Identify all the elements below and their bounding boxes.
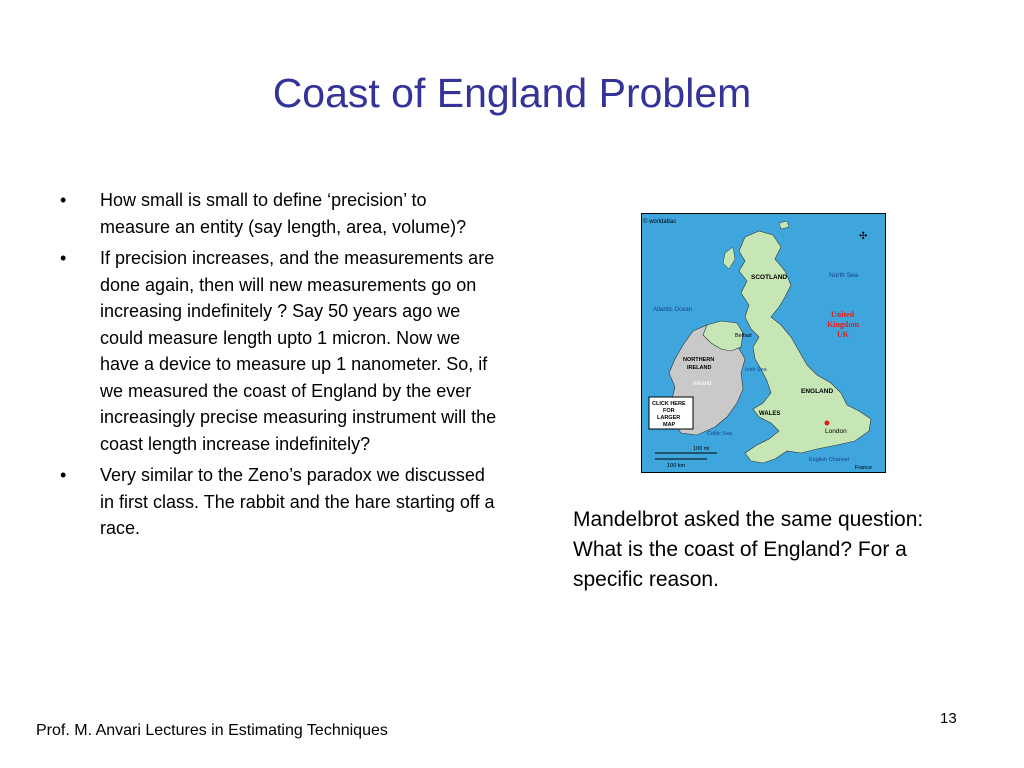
scale-miles: 100 mi xyxy=(693,446,710,452)
label-north-sea: North Sea xyxy=(829,272,859,279)
bullet-marker: • xyxy=(60,248,67,268)
label-belfast: Belfast xyxy=(735,333,752,339)
bullet-text: If precision increases, and the measurements are done again, then will new measurements go on increasing indefinitely ? Say 50 years ago we could measure length upto 1 micron. Now we have a device to measure up 1 nanometer. So, if we measured the coast of England by the ever increasingly precise measuring instrument will the coast length increase indefinitely? xyxy=(100,248,497,454)
london-marker-icon xyxy=(825,421,830,426)
label-uk: UK xyxy=(837,330,849,339)
click-line-4: MAP xyxy=(663,422,676,428)
label-wales: WALES xyxy=(759,411,781,417)
label-ireland: Ireland xyxy=(693,381,712,387)
label-england: ENGLAND xyxy=(801,388,834,395)
map-caption: Mandelbrot asked the same question: What is the coast of England? For a specific reason. xyxy=(573,508,924,591)
compass-icon: ✣ xyxy=(859,231,868,242)
uk-map-image[interactable] xyxy=(641,213,886,473)
label-northern: NORTHERN xyxy=(683,357,715,363)
click-line-3: LARGER xyxy=(657,415,681,421)
label-london: London xyxy=(825,428,847,435)
bullet-marker: • xyxy=(60,190,67,210)
bullet-text: How small is small to define ‘precision’ to measure an entity (say length, area, volume)? xyxy=(100,190,467,237)
label-france: France xyxy=(855,465,873,471)
slide-title: Coast of England Problem xyxy=(272,70,752,116)
label-ireland-ni: IRELAND xyxy=(687,365,712,371)
label-atlantic: Atlantic Ocean xyxy=(653,307,693,313)
label-scotland: SCOTLAND xyxy=(751,274,788,281)
slide-footer: Prof. M. Anvari Lectures in Estimating Techniques xyxy=(36,722,388,739)
click-line-1: CLICK HERE xyxy=(652,401,686,407)
label-irish-sea: Irish Sea xyxy=(745,367,767,373)
label-united: United xyxy=(831,310,855,319)
map-copyright-label: © worldatlas xyxy=(643,219,677,225)
page-number: 13 xyxy=(940,710,957,727)
click-line-2: FOR xyxy=(663,408,675,414)
label-kingdom: Kingdom xyxy=(827,320,860,329)
bullet-text: Very similar to the Zeno’s paradox we discussed in first class. The rabbit and the hare starting off a race. xyxy=(100,465,495,538)
bullet-marker: • xyxy=(60,465,67,485)
bullet-item xyxy=(60,187,500,240)
label-english-channel: English Channel xyxy=(809,457,850,463)
bullet-list xyxy=(60,187,500,547)
click-for-larger-map-button[interactable] xyxy=(649,397,693,429)
bullet-item xyxy=(60,245,500,457)
label-celtic-sea: Celtic Sea xyxy=(707,431,733,437)
bullet-item xyxy=(60,462,500,542)
scale-km: 100 km xyxy=(667,463,686,469)
